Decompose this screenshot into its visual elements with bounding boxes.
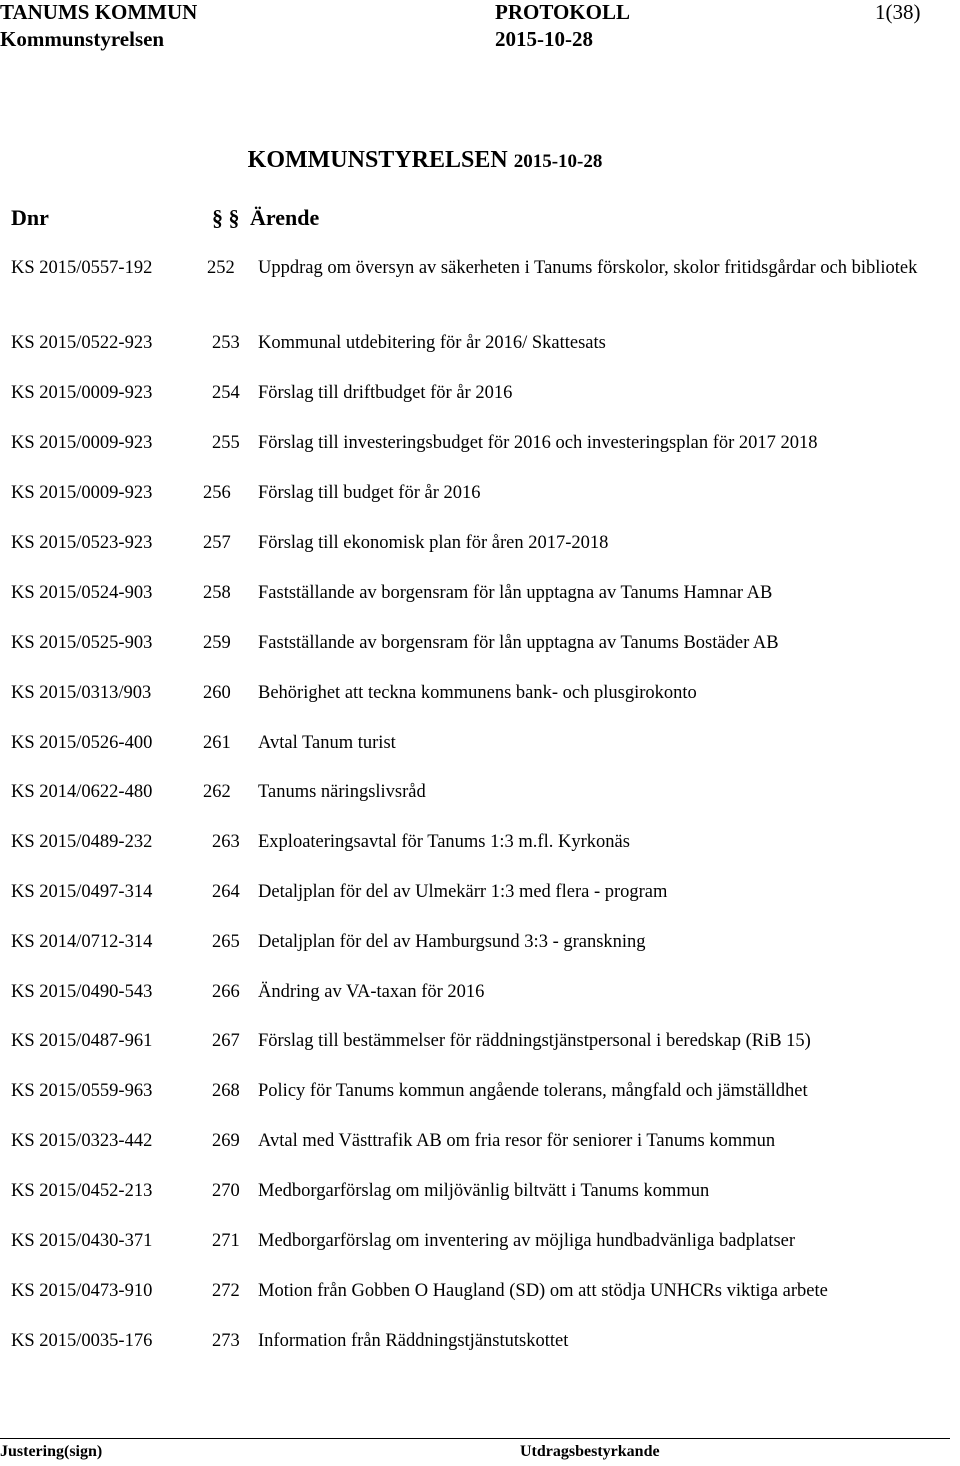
row-subject: Fastställande av borgensram för lån upptagna av Tanums Bostäder AB [258,633,779,653]
row-paragraph-number: 257 [203,533,231,553]
row-subject: Avtal med Västtrafik AB om fria resor för seniorer i Tanums kommun [258,1131,776,1151]
row-paragraph-number: 271 [212,1231,240,1251]
footer-utdragsbestyrkande: Utdragsbestyrkande [520,1443,660,1460]
row-subject: Information från Räddningstjänstutskottet [258,1331,569,1351]
column-section-mark [212,204,240,232]
title-date: 2015-10-28 [513,151,603,172]
row-dnr: KS 2015/0559-963 [11,1081,153,1101]
section-mark-2: § [228,205,240,230]
row-subject: Policy för Tanums kommun angående tolerans, mångfald och jämställdhet [258,1081,808,1101]
row-dnr: KS 2015/0489-232 [11,832,153,852]
row-paragraph-number: 263 [212,832,240,852]
row-subject: Motion från Gobben O Haugland (SD) om att stödja UNHCRs viktiga arbete [258,1281,828,1301]
row-dnr: KS 2015/0035-176 [11,1331,153,1351]
row-subject: Exploateringsavtal för Tanums 1:3 m.fl. Kyrkonäs [258,832,630,852]
row-subject: Tanums näringslivsråd [258,782,426,802]
row-paragraph-number: 267 [212,1031,240,1051]
row-dnr: KS 2014/0712-314 [11,932,153,952]
header-date: 2015-10-28 [495,27,593,51]
row-paragraph-number: 273 [212,1331,240,1351]
row-subject: Förslag till ekonomisk plan för åren 2017-2018 [258,533,609,553]
document-type: PROTOKOLL [495,0,630,24]
row-dnr: KS 2015/0009-923 [11,433,153,453]
row-paragraph-number: 254 [212,383,240,403]
row-subject: Uppdrag om översyn av säkerheten i Tanums förskolor, skolor fritidsgårdar och bibliotek [258,258,918,278]
row-subject: Förslag till bestämmelser för räddningstjänstpersonal i beredskap (RiB 15) [258,1031,811,1051]
row-dnr: KS 2015/0452-213 [11,1181,153,1201]
row-dnr: KS 2015/0557-192 [11,258,153,278]
row-dnr: KS 2015/0524-903 [11,583,153,603]
row-subject: Fastställande av borgensram för lån upptagna av Tanums Hamnar AB [258,583,773,603]
row-paragraph-number: 262 [203,782,231,802]
row-paragraph-number: 259 [203,633,231,653]
row-paragraph-number: 252 [207,258,235,278]
row-paragraph-number: 268 [212,1081,240,1101]
row-paragraph-number: 264 [212,882,240,902]
row-dnr: KS 2015/0523-923 [11,533,153,553]
row-paragraph-number: 255 [212,433,240,453]
row-dnr: KS 2015/0009-923 [11,483,153,503]
row-dnr: KS 2015/0525-903 [11,633,153,653]
row-paragraph-number: 265 [212,932,240,952]
row-dnr: KS 2014/0622-480 [11,782,153,802]
footer-rule [0,1438,950,1439]
row-dnr: KS 2015/0526-400 [11,733,153,753]
row-subject: Ändring av VA-taxan för 2016 [258,982,485,1002]
row-paragraph-number: 256 [203,483,231,503]
row-subject: Förslag till budget för år 2016 [258,483,481,503]
board-name: Kommunstyrelsen [0,27,165,51]
column-dnr: Dnr [11,205,49,230]
row-paragraph-number: 269 [212,1131,240,1151]
page-number: 1(38) [875,0,921,24]
organization-name: TANUMS KOMMUN [0,0,198,24]
row-subject: Kommunal utdebitering för år 2016/ Skattesats [258,333,606,353]
column-arende: Ärende [250,205,320,230]
row-paragraph-number: 272 [212,1281,240,1301]
section-mark-1: § [212,205,223,230]
footer-justering: Justering(sign) [0,1443,103,1460]
row-paragraph-number: 261 [203,733,231,753]
row-subject: Detaljplan för del av Hamburgsund 3:3 - granskning [258,932,646,952]
row-dnr: KS 2015/0009-923 [11,383,153,403]
row-dnr: KS 2015/0522-923 [11,333,153,353]
row-dnr: KS 2015/0487-961 [11,1031,153,1051]
row-subject: Detaljplan för del av Ulmekärr 1:3 med flera - program [258,882,668,902]
row-subject: Medborgarförslag om inventering av möjliga hundbadvänliga badplatser [258,1231,796,1251]
row-subject: Medborgarförslag om miljövänlig biltvätt i Tanums kommun [258,1181,710,1201]
row-dnr: KS 2015/0497-314 [11,882,153,902]
row-subject: Avtal Tanum turist [258,733,396,753]
row-dnr: KS 2015/0473-910 [11,1281,153,1301]
row-subject: Behörighet att teckna kommunens bank- och plusgirokonto [258,683,697,703]
row-subject: Förslag till driftbudget för år 2016 [258,383,513,403]
row-paragraph-number: 270 [212,1181,240,1201]
row-paragraph-number: 266 [212,982,240,1002]
row-dnr: KS 2015/0323-442 [11,1131,153,1151]
row-subject: Förslag till investeringsbudget för 2016 och investeringsplan för 2017 2018 [258,433,818,453]
title-main: KOMMUNSTYRELSEN [247,147,508,173]
row-paragraph-number: 253 [212,333,240,353]
row-paragraph-number: 258 [203,583,231,603]
row-dnr: KS 2015/0490-543 [11,982,153,1002]
page-title [0,146,850,176]
row-dnr: KS 2015/0430-371 [11,1231,153,1251]
row-paragraph-number: 260 [203,683,231,703]
row-dnr: KS 2015/0313/903 [11,683,152,703]
